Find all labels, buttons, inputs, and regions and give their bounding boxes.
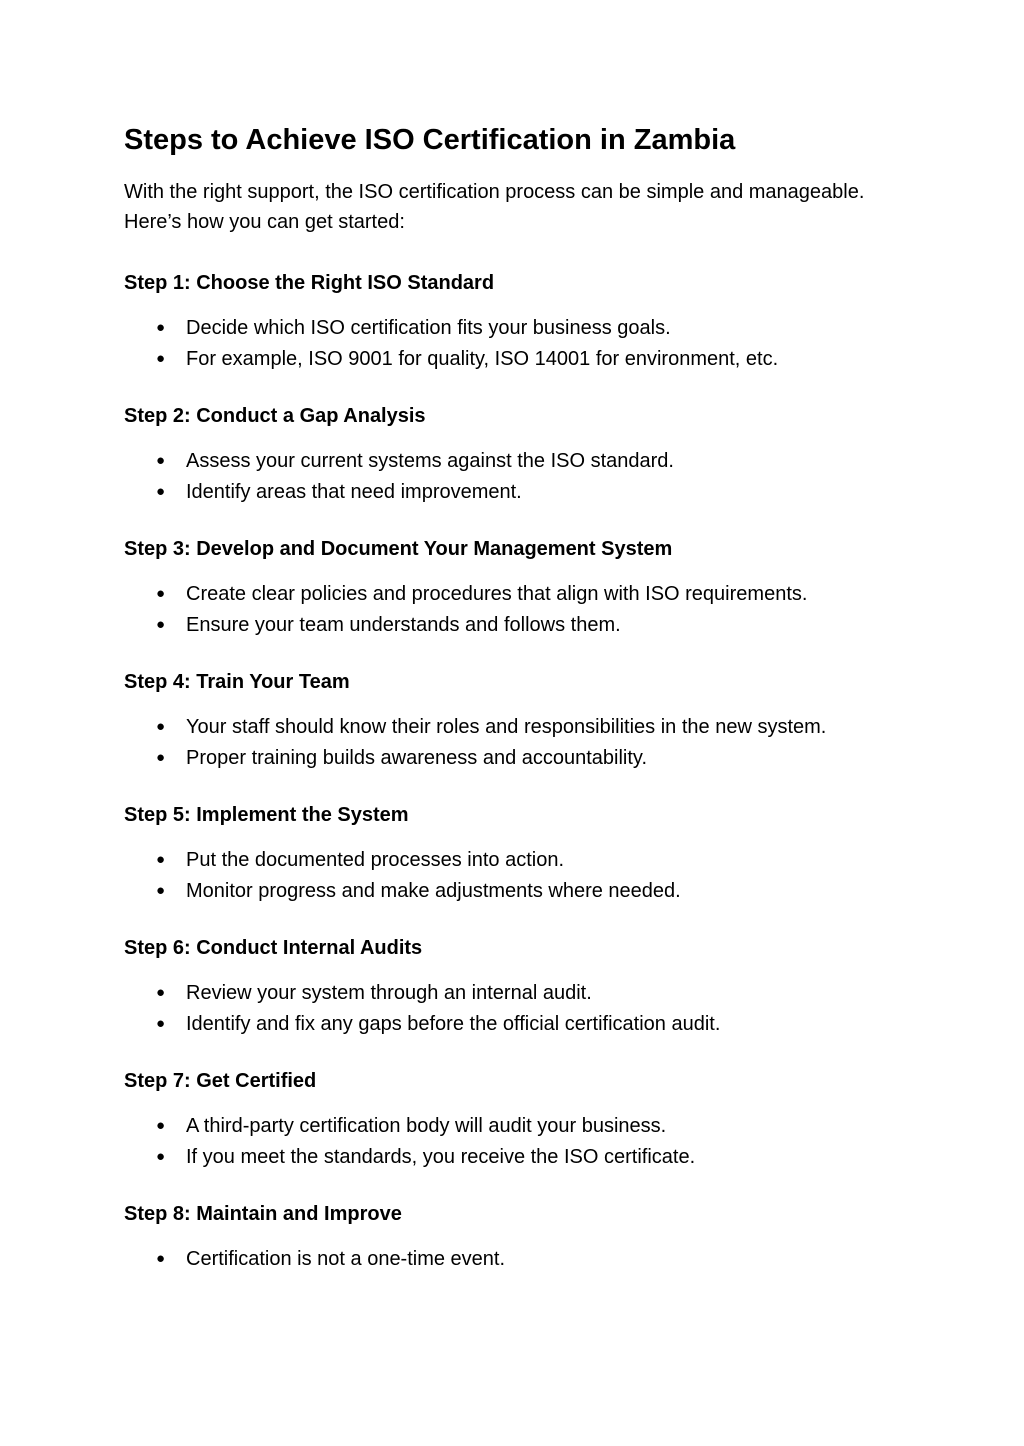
bullet-icon: ● <box>156 718 166 735</box>
bullet-list <box>124 712 904 773</box>
bullet-icon: ● <box>156 319 166 336</box>
list-item <box>124 1142 904 1172</box>
list-item-text: If you meet the standards, you receive the ISO certificate. <box>186 1146 696 1168</box>
bullet-icon: ● <box>156 749 166 766</box>
list-item-text: Ensure your team understands and follows them. <box>186 614 621 636</box>
step-section-3 <box>124 534 904 640</box>
list-item <box>124 313 904 343</box>
step-section-5 <box>124 800 904 906</box>
bullet-icon: ● <box>156 1250 166 1267</box>
step-heading: Step 1: Choose the Right ISO Standard <box>124 272 495 294</box>
list-item <box>124 876 904 906</box>
list-item <box>124 1244 904 1274</box>
bullet-icon: ● <box>156 452 166 469</box>
list-item-text: Create clear policies and procedures that align with ISO requirements. <box>186 583 808 605</box>
bullet-list <box>124 313 904 374</box>
list-item-text: Review your system through an internal audit. <box>186 982 592 1004</box>
step-heading: Step 2: Conduct a Gap Analysis <box>124 405 426 427</box>
step-heading: Step 7: Get Certified <box>124 1070 317 1092</box>
step-section-4 <box>124 667 904 773</box>
bullet-icon: ● <box>156 984 166 1001</box>
document-page <box>124 118 904 1301</box>
bullet-icon: ● <box>156 616 166 633</box>
list-item <box>124 743 904 773</box>
list-item <box>124 845 904 875</box>
bullet-list <box>124 579 904 640</box>
list-item-text: Assess your current systems against the ISO standard. <box>186 450 674 472</box>
list-item-text: Put the documented processes into action. <box>186 849 565 871</box>
list-item-text: For example, ISO 9001 for quality, ISO 14001 for environment, etc. <box>186 348 779 370</box>
step-heading: Step 5: Implement the System <box>124 804 409 826</box>
list-item <box>124 610 904 640</box>
list-item-text: Decide which ISO certification fits your business goals. <box>186 317 671 339</box>
bullet-icon: ● <box>156 1015 166 1032</box>
step-section-8 <box>124 1199 904 1274</box>
list-item <box>124 1009 904 1039</box>
step-heading: Step 8: Maintain and Improve <box>124 1203 402 1225</box>
bullet-icon: ● <box>156 483 166 500</box>
list-item <box>124 477 904 507</box>
list-item <box>124 344 904 374</box>
step-section-2 <box>124 401 904 507</box>
list-item <box>124 446 904 476</box>
step-heading: Step 6: Conduct Internal Audits <box>124 937 423 959</box>
bullet-list <box>124 446 904 507</box>
list-item <box>124 978 904 1008</box>
bullet-list <box>124 1244 904 1274</box>
bullet-list <box>124 978 904 1039</box>
list-item <box>124 712 904 742</box>
list-item-text: Your staff should know their roles and responsibilities in the new system. <box>186 716 827 738</box>
list-item <box>124 1111 904 1141</box>
bullet-icon: ● <box>156 882 166 899</box>
page-title: Steps to Achieve ISO Certification in Zambia <box>124 124 736 156</box>
list-item-text: Identify and fix any gaps before the official certification audit. <box>186 1013 721 1035</box>
bullet-icon: ● <box>156 1117 166 1134</box>
bullet-icon: ● <box>156 851 166 868</box>
bullet-icon: ● <box>156 350 166 367</box>
list-item-text: A third-party certification body will audit your business. <box>186 1115 667 1137</box>
step-heading: Step 4: Train Your Team <box>124 671 350 693</box>
step-section-7 <box>124 1066 904 1172</box>
bullet-list <box>124 845 904 906</box>
list-item-text: Certification is not a one-time event. <box>186 1248 506 1270</box>
step-heading: Step 3: Develop and Document Your Management System <box>124 538 673 560</box>
bullet-icon: ● <box>156 1148 166 1165</box>
list-item-text: Proper training builds awareness and accountability. <box>186 747 648 769</box>
list-item-text: Identify areas that need improvement. <box>186 481 522 503</box>
intro-paragraph: With the right support, the ISO certification process can be simple and manageable. Here’s how you can get started: <box>124 181 865 233</box>
list-item-text: Monitor progress and make adjustments where needed. <box>186 880 681 902</box>
step-section-6 <box>124 933 904 1039</box>
list-item <box>124 579 904 609</box>
bullet-list <box>124 1111 904 1172</box>
step-section-1 <box>124 268 904 374</box>
bullet-icon: ● <box>156 585 166 602</box>
